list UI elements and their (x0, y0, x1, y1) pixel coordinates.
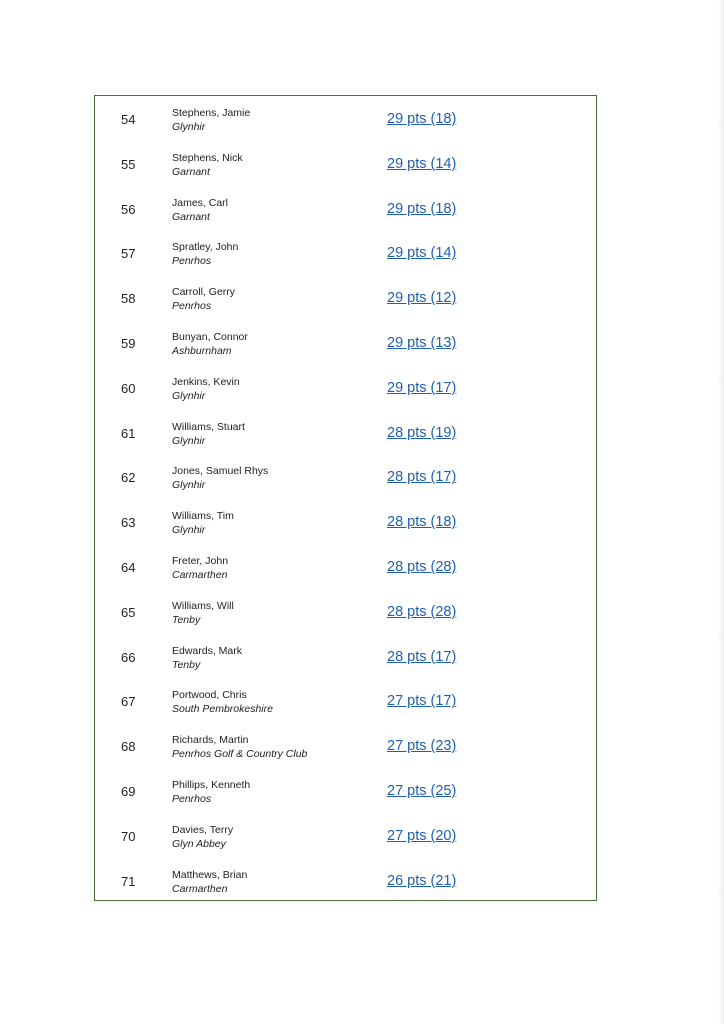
table-row (95, 823, 596, 868)
player (172, 868, 247, 896)
position: 61 (121, 425, 136, 441)
position: 54 (121, 112, 136, 127)
player-name: Davies, Terry (172, 823, 234, 836)
player-name: Freter, John (172, 555, 229, 567)
position: 71 (121, 873, 136, 889)
score-link[interactable]: 28 pts (28) (387, 559, 457, 575)
player-name: Edwards, Mark (172, 644, 243, 657)
table-row (95, 778, 596, 823)
table-row (95, 420, 596, 465)
position: 70 (121, 828, 136, 844)
player-name: Stephens, Nick (172, 151, 243, 164)
table-row (95, 151, 596, 196)
position: 69 (121, 784, 136, 799)
club-name: Ashburnham (172, 345, 232, 357)
player (172, 196, 228, 224)
club-name: Penrhos (172, 793, 212, 805)
club-name: Tenby (172, 613, 201, 626)
score-link[interactable]: 27 pts (23) (387, 738, 457, 755)
player (172, 778, 250, 806)
player (172, 464, 268, 492)
table-row (95, 106, 596, 151)
table-row (95, 868, 596, 913)
club-name: Garnant (172, 165, 210, 178)
club-name: Glynhir (172, 121, 206, 133)
table-row (95, 330, 596, 375)
score-link[interactable]: 29 pts (14) (387, 155, 457, 172)
score-link[interactable]: 27 pts (17) (387, 693, 457, 710)
player-name: Jones, Samuel Rhys (172, 465, 269, 478)
player-name: James, Carl (172, 196, 229, 209)
player-name: Williams, Will (172, 599, 234, 612)
player-name: Spratley, John (172, 241, 239, 254)
position: 59 (121, 336, 136, 351)
player-name: Williams, Stuart (172, 420, 245, 433)
player (172, 509, 234, 537)
player-name: Phillips, Kenneth (172, 779, 251, 791)
table-row (95, 375, 596, 420)
score-link[interactable]: 29 pts (18) (387, 111, 457, 127)
position: 63 (121, 515, 136, 531)
page-edge-shadow (718, 0, 724, 1024)
score-link[interactable]: 29 pts (12) (387, 290, 457, 307)
player (172, 330, 248, 358)
player-name: Bunyan, Connor (172, 331, 248, 343)
position: 65 (121, 604, 136, 620)
club-name: Penrhos (172, 255, 212, 268)
player (172, 285, 235, 313)
player (172, 733, 307, 761)
table-row (95, 464, 596, 509)
club-name: Carmarthen (172, 882, 228, 895)
player-name: Matthews, Brian (172, 868, 248, 881)
table-row (95, 240, 596, 285)
score-link[interactable]: 29 pts (13) (387, 335, 457, 351)
table-row (95, 196, 596, 241)
player-name: Williams, Tim (172, 510, 234, 523)
club-name: South Pembrokeshire (172, 703, 273, 716)
table-row (95, 509, 596, 554)
player (172, 644, 242, 672)
player-name: Portwood, Chris (172, 689, 247, 702)
score-link[interactable]: 28 pts (28) (387, 603, 457, 620)
table-row (95, 644, 596, 689)
table-row (95, 688, 596, 733)
score-link[interactable]: 28 pts (17) (387, 648, 457, 665)
position: 68 (121, 739, 136, 755)
club-name: Glynhir (172, 434, 206, 447)
table-row (95, 554, 596, 599)
club-name: Penrhos Golf & Country Club (172, 748, 308, 761)
player (172, 375, 240, 403)
score-link[interactable]: 27 pts (20) (387, 827, 457, 844)
player-name: Carroll, Gerry (172, 286, 236, 299)
position: 58 (121, 291, 136, 307)
position: 62 (121, 470, 136, 486)
position: 55 (121, 156, 136, 172)
position: 66 (121, 649, 136, 665)
score-link[interactable]: 28 pts (17) (387, 469, 457, 486)
player (172, 240, 238, 268)
club-name: Glyn Abbey (172, 837, 226, 850)
score-link[interactable]: 29 pts (14) (387, 245, 457, 262)
player (172, 554, 228, 582)
club-name: Glynhir (172, 524, 206, 537)
club-name: Penrhos (172, 300, 212, 313)
player (172, 151, 243, 179)
score-link[interactable]: 29 pts (17) (387, 379, 457, 396)
player-name: Stephens, Jamie (172, 107, 251, 119)
position: 67 (121, 694, 136, 710)
position: 57 (121, 246, 136, 262)
club-name: Garnant (172, 210, 210, 223)
results-table (94, 95, 597, 901)
score-link[interactable]: 27 pts (25) (387, 783, 457, 799)
club-name: Carmarthen (172, 569, 228, 581)
position: 64 (121, 560, 136, 575)
score-link[interactable]: 28 pts (18) (387, 514, 457, 531)
table-row (95, 285, 596, 330)
player-name: Jenkins, Kevin (172, 375, 240, 388)
score-link[interactable]: 28 pts (19) (387, 424, 457, 441)
club-name: Glynhir (172, 389, 206, 402)
position: 56 (121, 201, 136, 217)
player (172, 823, 233, 851)
player-name: Richards, Martin (172, 734, 249, 747)
player (172, 106, 250, 134)
table-row (95, 599, 596, 644)
player (172, 599, 234, 627)
score-link[interactable]: 29 pts (18) (387, 200, 457, 217)
player (172, 420, 245, 448)
table-row (95, 733, 596, 778)
score-link[interactable]: 26 pts (21) (387, 872, 457, 889)
player (172, 688, 273, 716)
position: 60 (121, 380, 136, 396)
club-name: Glynhir (172, 479, 206, 492)
club-name: Tenby (172, 658, 201, 671)
